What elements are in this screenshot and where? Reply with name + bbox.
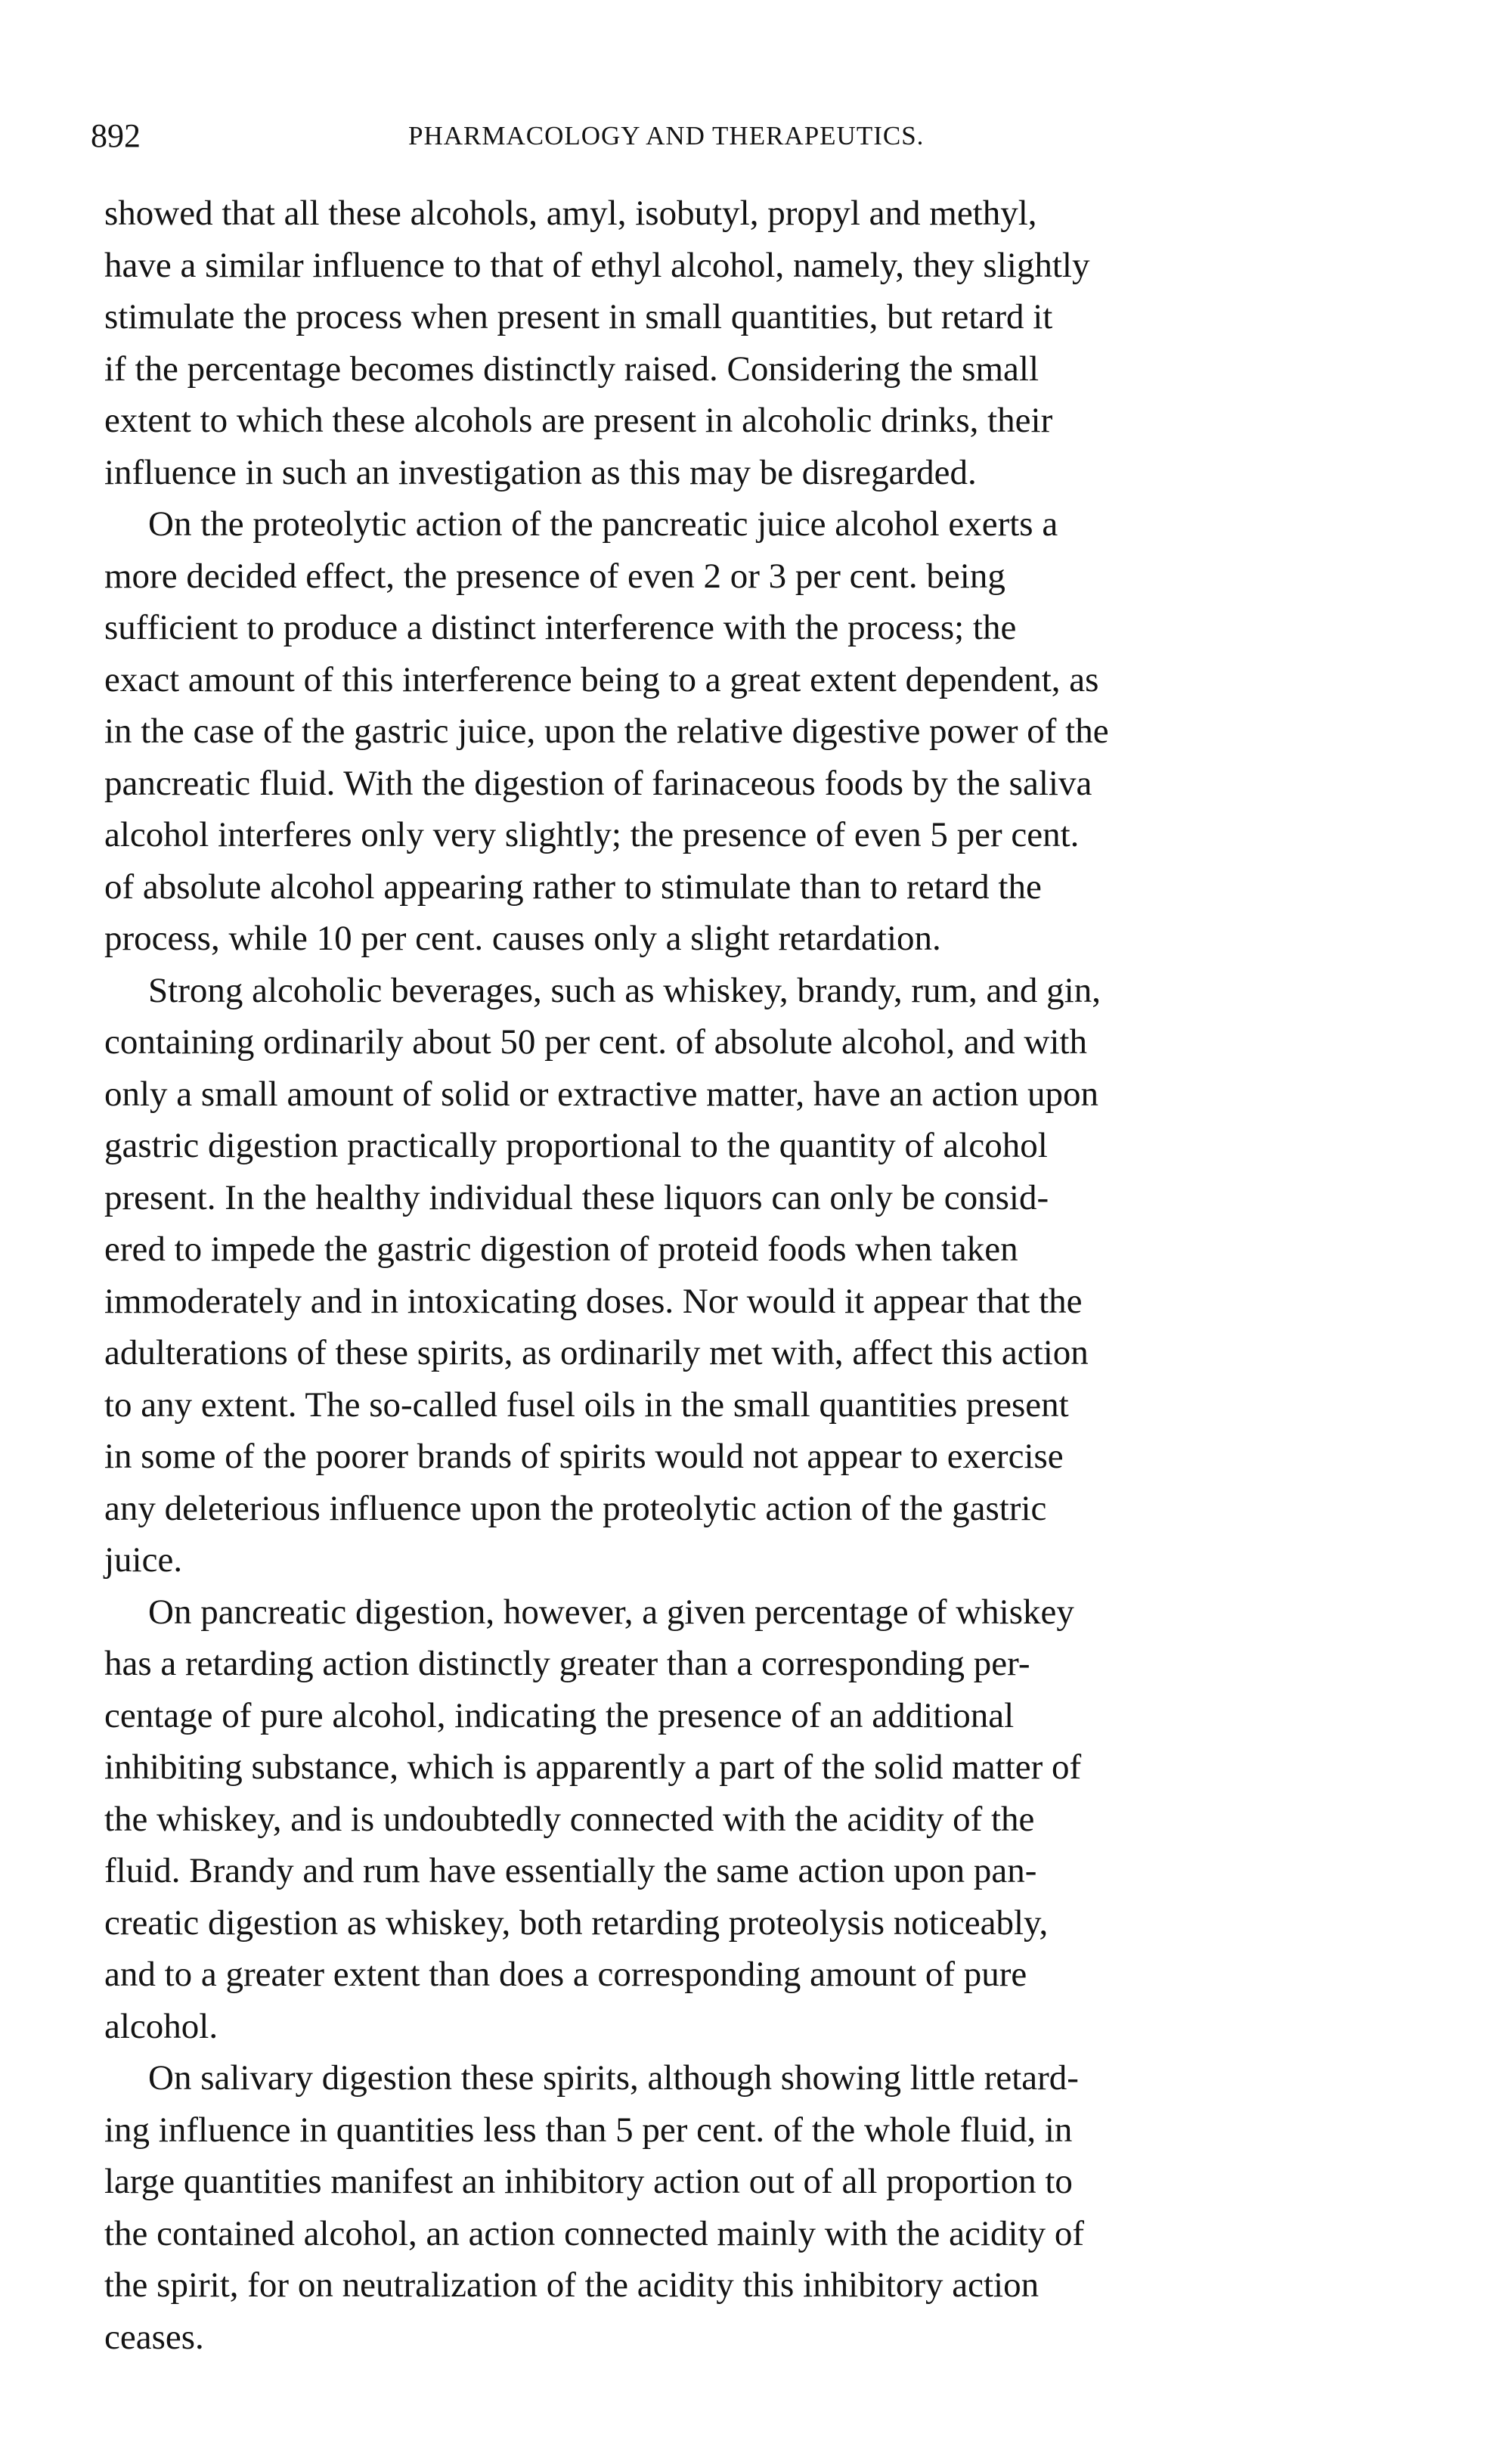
running-title: PHARMACOLOGY AND THERAPEUTICS. bbox=[408, 121, 925, 150]
body-text bbox=[104, 188, 1412, 2426]
text-line: of absolute alcohol appearing rather to stimulate than to retard the bbox=[104, 867, 1042, 907]
text-line: any deleterious influence upon the proteolytic action of the gastric bbox=[104, 1488, 1047, 1528]
text-line: creatic digestion as whiskey, both retarding proteolysis noticeably, bbox=[104, 1902, 1049, 1943]
page-number: 892 bbox=[91, 117, 141, 154]
text-line: influence in such an investigation as this may be disregarded. bbox=[104, 452, 977, 492]
text-line: present. In the healthy individual these liquors can only be consid- bbox=[104, 1177, 1049, 1217]
text-line: adulterations of these spirits, as ordinarily met with, affect this action bbox=[104, 1333, 1089, 1372]
text-line: large quantities manifest an inhibitory action out of all proportion to bbox=[104, 2162, 1073, 2201]
text-line: ered to impede the gastric digestion of proteid foods when taken bbox=[104, 1230, 1018, 1269]
text-line: ceases. bbox=[104, 2317, 204, 2357]
text-line: the spirit, for on neutralization of the acidity this inhibitory action bbox=[104, 2265, 1040, 2305]
text-line: has a retarding action distinctly greater than a corresponding per- bbox=[104, 1644, 1030, 1683]
running-head bbox=[91, 113, 1421, 159]
text-line: containing ordinarily about 50 per cent. of absolute alcohol, and with bbox=[104, 1022, 1087, 1062]
text-line: more decided effect, the presence of even 2 or 3 per cent. being bbox=[104, 556, 1005, 596]
paragraph-start-line: On pancreatic digestion, however, a given percentage of whiskey bbox=[148, 1592, 1074, 1632]
text-line: inhibiting substance, which is apparently a part of the solid matter of bbox=[104, 1747, 1082, 1787]
text-line: the whiskey, and is undoubtedly connected with the acidity of the bbox=[104, 1799, 1035, 1839]
text-line: pancreatic fluid. With the digestion of farinaceous foods by the saliva bbox=[104, 763, 1092, 803]
text-line: centage of pure alcohol, indicating the presence of an additional bbox=[104, 1695, 1015, 1735]
text-line: sufficient to produce a distinct interference with the process; the bbox=[104, 608, 1017, 647]
text-line: have a similar influence to that of ethyl alcohol, namely, they slightly bbox=[104, 245, 1090, 285]
text-line: exact amount of this interference being to a great extent dependent, as bbox=[104, 659, 1099, 699]
text-line: fluid. Brandy and rum have essentially the same action upon pan- bbox=[104, 1851, 1037, 1890]
paragraph-start-line: Strong alcoholic beverages, such as whiskey, brandy, rum, and gin, bbox=[148, 970, 1101, 1010]
text-line: in some of the poorer brands of spirits would not appear to exercise bbox=[104, 1437, 1064, 1476]
text-line: alcohol. bbox=[104, 2006, 218, 2046]
text-line: in the case of the gastric juice, upon the relative digestive power of the bbox=[104, 712, 1109, 751]
paragraph-start-line: On salivary digestion these spirits, although showing little retard- bbox=[148, 2058, 1079, 2098]
text-line: juice. bbox=[104, 1540, 183, 1580]
text-line: extent to which these alcohols are present in alcoholic drinks, their bbox=[104, 401, 1053, 440]
text-line: immoderately and in intoxicating doses. Nor would it appear that the bbox=[104, 1281, 1083, 1321]
text-line: stimulate the process when present in small quantities, but retard it bbox=[104, 297, 1053, 336]
text-line: to any extent. The so-called fusel oils in the small quantities present bbox=[104, 1385, 1069, 1425]
text-line: alcohol interferes only very slightly; the presence of even 5 per cent. bbox=[104, 815, 1080, 854]
text-line: process, while 10 per cent. causes only a slight retardation. bbox=[104, 919, 941, 958]
text-line: the contained alcohol, an action connected mainly with the acidity of bbox=[104, 2213, 1084, 2253]
text-line: if the percentage becomes distinctly raised. Considering the small bbox=[104, 349, 1039, 389]
text-line: gastric digestion practically proportional to the quantity of alcohol bbox=[104, 1126, 1048, 1165]
text-line: only a small amount of solid or extractive matter, have an action upon bbox=[104, 1074, 1099, 1114]
text-line: and to a greater extent than does a corresponding amount of pure bbox=[104, 1955, 1027, 1994]
paragraph-start-line: On the proteolytic action of the pancreatic juice alcohol exerts a bbox=[148, 504, 1058, 544]
text-line: ing influence in quantities less than 5 per cent. of the whole fluid, in bbox=[104, 2110, 1073, 2150]
text-line: showed that all these alcohols, amyl, isobutyl, propyl and methyl, bbox=[104, 194, 1037, 233]
